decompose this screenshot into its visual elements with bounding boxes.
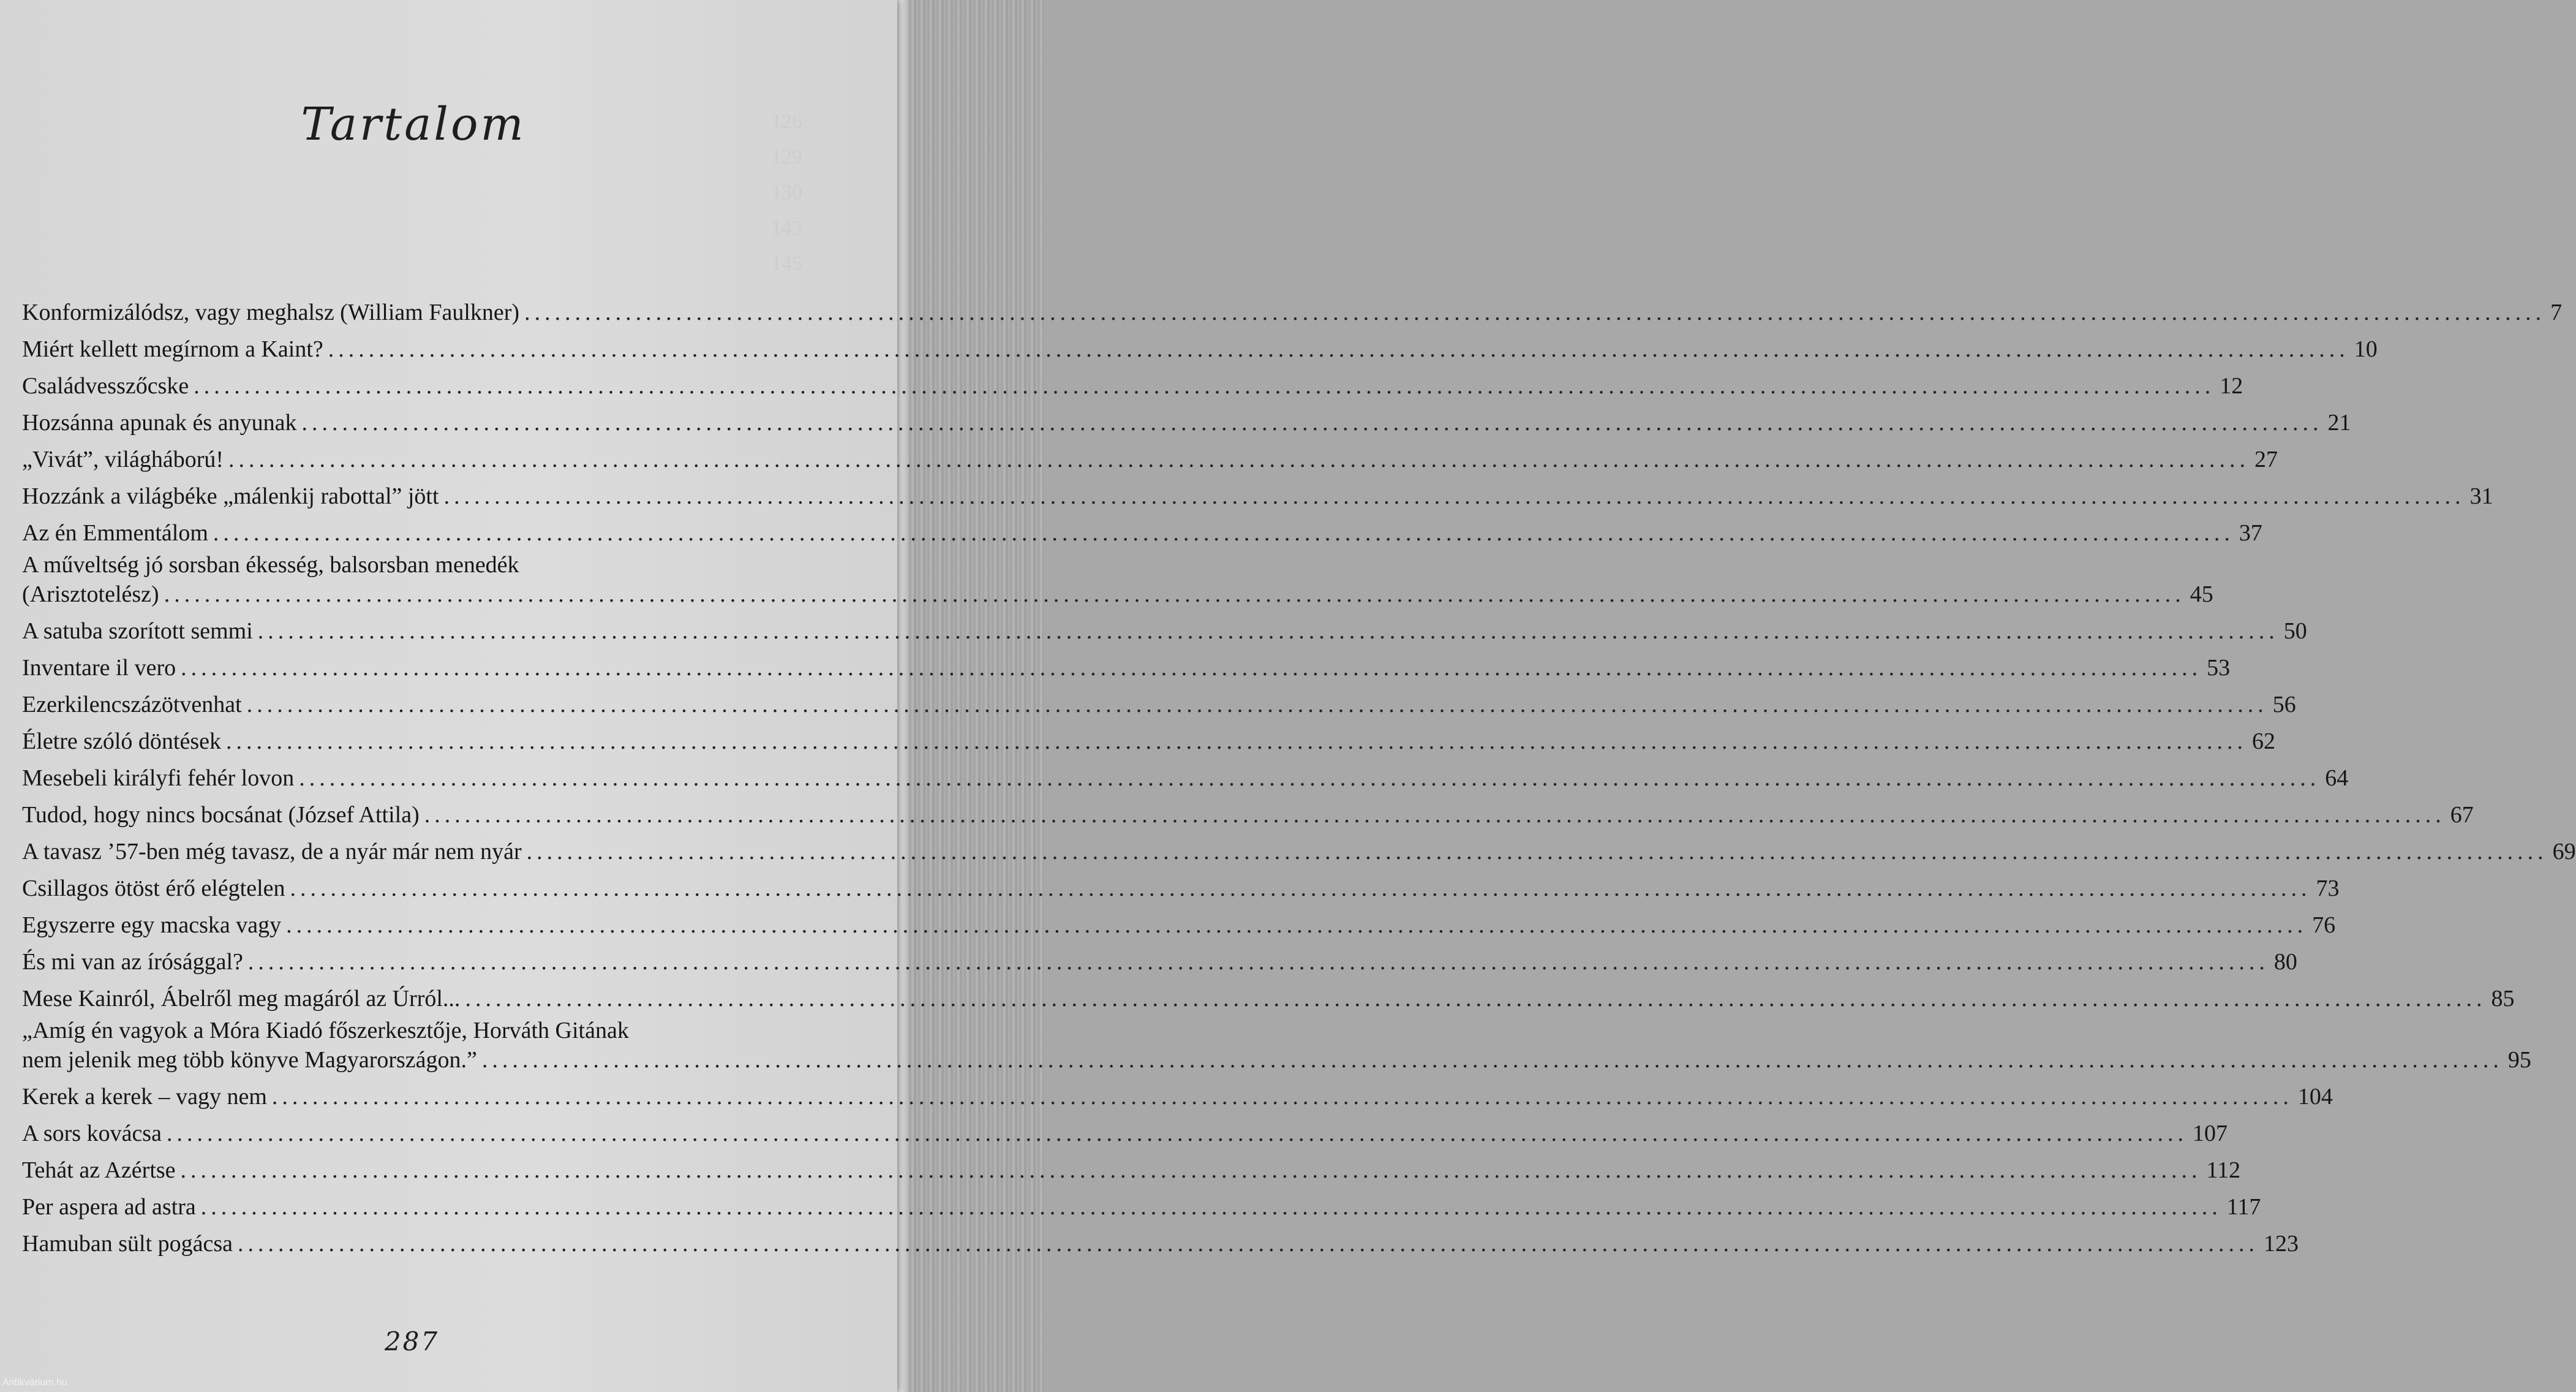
toc-entry-title: (Arisztotelész) bbox=[22, 581, 159, 607]
dot-leader: ........................................................................................................................................................................................................ bbox=[328, 336, 2349, 362]
toc-entry-page: 37 bbox=[2239, 520, 2262, 546]
dot-leader: ........................................................................................................................................................................................................ bbox=[290, 876, 2311, 901]
toc-entry bbox=[22, 441, 2278, 478]
toc-entry bbox=[22, 760, 2349, 796]
toc-entry-row bbox=[22, 980, 2515, 1017]
toc-entry-title: Életre szóló döntések bbox=[22, 728, 222, 754]
toc-entry bbox=[22, 515, 2262, 551]
dot-leader: ........................................................................................................................................................................................................ bbox=[194, 373, 2215, 399]
toc-entry-page: 73 bbox=[2316, 876, 2340, 901]
toc-entry bbox=[22, 1078, 2333, 1115]
toc-entry-row bbox=[22, 515, 2262, 551]
toc-entry-page: 21 bbox=[2327, 410, 2351, 436]
toc-entry bbox=[22, 833, 2576, 870]
toc-entry bbox=[22, 368, 2243, 404]
dot-leader: ........................................................................................................................................................................................................ bbox=[301, 410, 2323, 436]
toc-entry-row bbox=[22, 576, 2213, 613]
toc-entry-page: 117 bbox=[2226, 1194, 2261, 1220]
toc-entry-title: Tudod, hogy nincs bocsánat (József Attila) bbox=[22, 802, 420, 828]
toc-entry-row bbox=[22, 1189, 2261, 1225]
toc-entry-title: Per aspera ad astra bbox=[22, 1194, 196, 1220]
toc-entry bbox=[22, 723, 2276, 760]
toc-entry-page: 10 bbox=[2354, 336, 2378, 362]
toc-entry-title: Az én Emmentálom bbox=[22, 520, 208, 546]
dot-leader: ........................................................................................................................................................................................................ bbox=[213, 520, 2234, 546]
dot-leader: ........................................................................................................................................................................................................ bbox=[526, 839, 2548, 864]
toc-entry bbox=[22, 870, 2340, 907]
dot-leader: ........................................................................................................................................................................................................ bbox=[286, 912, 2308, 938]
toc-entry bbox=[22, 796, 2474, 833]
toc-entry-page: 31 bbox=[2469, 483, 2493, 509]
toc-entry bbox=[22, 1152, 2241, 1189]
dot-leader: ........................................................................................................................................................................................................ bbox=[443, 483, 2465, 509]
toc-entry-row bbox=[22, 649, 2231, 686]
dot-leader: ........................................................................................................................................................................................................ bbox=[524, 300, 2546, 325]
toc-entry bbox=[22, 907, 2336, 944]
dot-leader: ........................................................................................................................................................................................................ bbox=[238, 1231, 2259, 1257]
dot-leader: ........................................................................................................................................................................................................ bbox=[424, 802, 2446, 828]
toc-entry-page: 7 bbox=[2550, 300, 2563, 325]
toc-entry-row bbox=[22, 833, 2576, 870]
toc-entry-page: 112 bbox=[2206, 1157, 2241, 1183]
toc-entry-page: 104 bbox=[2297, 1084, 2333, 1110]
toc-entry bbox=[22, 551, 2213, 613]
toc-entry-page: 67 bbox=[2450, 802, 2474, 828]
watermark: Antikvárium.hu bbox=[2, 1377, 67, 1388]
toc-entry-title: Mesebeli királyfi fehér lovon bbox=[22, 765, 295, 791]
toc-entry-row bbox=[22, 1225, 2299, 1262]
dot-leader: ........................................................................................................................................................................................................ bbox=[226, 728, 2248, 754]
toc-entry-title: nem jelenik meg több könyve Magyarországon.” bbox=[22, 1047, 477, 1073]
page-title: Tartalom bbox=[301, 98, 526, 151]
dot-leader: ........................................................................................................................................................................................................ bbox=[465, 986, 2487, 1012]
toc-entry-title: A tavasz ’57-ben még tavasz, de a nyár már nem nyár bbox=[22, 839, 522, 864]
toc-entry-title: Hozsánna apunak és anyunak bbox=[22, 410, 297, 436]
toc-entry-title: A sors kovácsa bbox=[22, 1121, 162, 1146]
toc-entry-title: És mi van az írósággal? bbox=[22, 949, 243, 975]
toc-entry-row bbox=[22, 1042, 2531, 1078]
toc-entry-page: 85 bbox=[2491, 986, 2515, 1012]
toc-entry-page: 64 bbox=[2325, 765, 2349, 791]
table-of-contents bbox=[22, 294, 2576, 1262]
toc-entry-row bbox=[22, 1115, 2228, 1152]
dot-leader: ........................................................................................................................................................................................................ bbox=[181, 655, 2202, 681]
toc-entry bbox=[22, 1189, 2261, 1225]
dot-leader: ........................................................................................................................................................................................................ bbox=[481, 1047, 2503, 1073]
toc-entry-title: Ezerkilencszázötvenhat bbox=[22, 692, 242, 717]
dot-leader: ........................................................................................................................................................................................................ bbox=[246, 692, 2268, 717]
toc-entry-title: Mese Kainról, Ábelről meg magáról az Úrról... bbox=[22, 986, 461, 1012]
toc-entry-row bbox=[22, 870, 2340, 907]
dot-leader: ........................................................................................................................................................................................................ bbox=[299, 765, 2321, 791]
toc-entry-title: „Vivát”, világháború! bbox=[22, 447, 224, 472]
toc-entry-row bbox=[22, 723, 2276, 760]
dot-leader: ........................................................................................................................................................................................................ bbox=[180, 1157, 2202, 1183]
toc-entry-row bbox=[22, 1152, 2241, 1189]
toc-entry-title-line: „Amíg én vagyok a Móra Kiadó főszerkesztője, Horváth Gitának bbox=[22, 1018, 629, 1043]
dot-leader: ........................................................................................................................................................................................................ bbox=[257, 618, 2279, 644]
toc-entry bbox=[22, 649, 2231, 686]
dot-leader: ........................................................................................................................................................................................................ bbox=[228, 447, 2250, 472]
toc-entry bbox=[22, 331, 2378, 368]
toc-entry bbox=[22, 1017, 2531, 1078]
dot-leader: ........................................................................................................................................................................................................ bbox=[164, 581, 2185, 607]
dot-leader: ........................................................................................................................................................................................................ bbox=[271, 1084, 2293, 1110]
toc-entry-title: Konformizálódsz, vagy meghalsz (William Faulkner) bbox=[22, 300, 520, 325]
toc-entry bbox=[22, 1225, 2299, 1262]
dot-leader: ........................................................................................................................................................................................................ bbox=[200, 1194, 2222, 1220]
bleed-through-number: 145 bbox=[771, 252, 802, 275]
toc-entry-row bbox=[22, 331, 2378, 368]
toc-entry-page: 123 bbox=[2264, 1231, 2299, 1257]
bleed-through-number: 126 bbox=[771, 110, 802, 133]
bleed-through-number: 130 bbox=[771, 181, 802, 204]
toc-entry-title: Egyszerre egy macska vagy bbox=[22, 912, 282, 938]
toc-entry-title: Tehát az Azértse bbox=[22, 1157, 176, 1183]
toc-entry-page: 69 bbox=[2552, 839, 2576, 864]
toc-entry bbox=[22, 1115, 2228, 1152]
toc-entry-row bbox=[22, 478, 2493, 515]
toc-entry-row bbox=[22, 760, 2349, 796]
toc-entry bbox=[22, 404, 2351, 441]
toc-entry-page: 95 bbox=[2507, 1047, 2531, 1073]
toc-entry-page: 12 bbox=[2220, 373, 2243, 399]
toc-entry-title: Csillagos ötöst érő elégtelen bbox=[22, 876, 285, 901]
toc-entry-title: Hozzánk a világbéke „málenkij rabottal” jött bbox=[22, 483, 439, 509]
toc-entry bbox=[22, 613, 2307, 649]
toc-entry-page: 45 bbox=[2190, 581, 2213, 607]
toc-entry bbox=[22, 478, 2493, 515]
toc-entry-page: 27 bbox=[2254, 447, 2278, 472]
page-number: 287 bbox=[384, 1326, 440, 1356]
toc-entry-row bbox=[22, 404, 2351, 441]
toc-entry-title: Családvesszőcske bbox=[22, 373, 189, 399]
toc-entry-row bbox=[22, 907, 2336, 944]
toc-entry-title: Kerek a kerek – vagy nem bbox=[22, 1084, 267, 1110]
toc-entry-row bbox=[22, 441, 2278, 478]
bleed-through-number: 129 bbox=[771, 146, 802, 168]
toc-entry-page: 50 bbox=[2283, 618, 2307, 644]
toc-entry-row bbox=[22, 1078, 2333, 1115]
toc-entry-page: 62 bbox=[2252, 728, 2276, 754]
toc-entry bbox=[22, 980, 2515, 1017]
toc-entry-page: 53 bbox=[2207, 655, 2231, 681]
toc-entry-title-line: A műveltség jó sorsban ékesség, balsorsban menedék bbox=[22, 552, 519, 578]
dot-leader: ........................................................................................................................................................................................................ bbox=[166, 1121, 2188, 1146]
toc-entry-row bbox=[22, 944, 2297, 980]
toc-entry-page: 76 bbox=[2312, 912, 2336, 938]
toc-entry-title: Miért kellett megírnom a Kaint? bbox=[22, 336, 323, 362]
toc-entry-row bbox=[22, 796, 2474, 833]
bleed-through-number: 143 bbox=[771, 217, 802, 240]
toc-entry bbox=[22, 686, 2296, 723]
toc-entry-page: 56 bbox=[2272, 692, 2296, 717]
toc-entry-row bbox=[22, 368, 2243, 404]
toc-entry-title: A satuba szorított semmi bbox=[22, 618, 253, 644]
toc-entry-row bbox=[22, 613, 2307, 649]
dot-leader: ........................................................................................................................................................................................................ bbox=[247, 949, 2269, 975]
toc-entry-title: Inventare il vero bbox=[22, 655, 176, 681]
toc-entry bbox=[22, 294, 2563, 331]
toc-entry-title: Hamuban sült pogácsa bbox=[22, 1231, 233, 1257]
toc-entry-page: 80 bbox=[2273, 949, 2297, 975]
toc-entry-page: 107 bbox=[2192, 1121, 2228, 1146]
toc-entry-row bbox=[22, 686, 2296, 723]
toc-entry-row bbox=[22, 294, 2563, 331]
toc-entry bbox=[22, 944, 2297, 980]
